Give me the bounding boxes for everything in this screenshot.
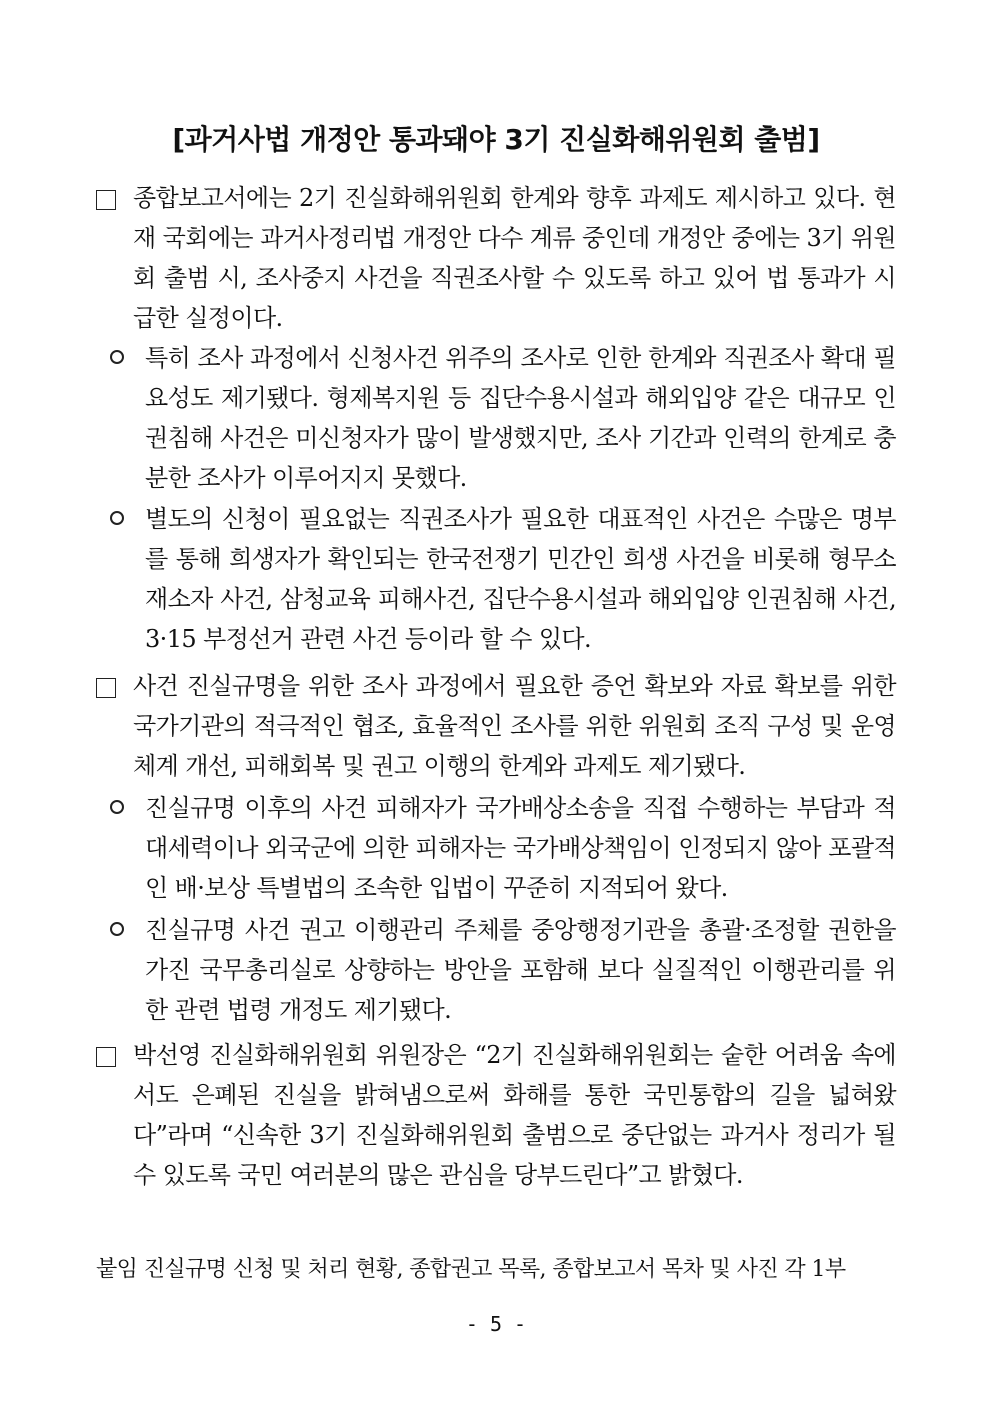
attachment-note: 붙임 진실규명 신청 및 처리 현황, 종합권고 목록, 종합보고서 목차 및 사진 각 1부 (96, 1257, 846, 1282)
circle-bullet-icon (110, 800, 124, 814)
paragraph-7: 박선영 진실화해위원회 위원장은 “2기 진실화해위원회는 숱한 어려움 속에서도 은폐된 진실을 밝혀냄으로써 화해를 통한 국민통합의 길을 넓혀왔다”라며 “신속한 3기 진실화해위원회 출범으로 중단없는 과거사 정리가 될 수 있도록 국민 여러분의 많은 관심을 당부드린다”고 밝혔다. (133, 1041, 896, 1189)
circle-bullet-icon (110, 511, 124, 525)
square-bullet-icon (96, 678, 116, 698)
page-number: - 5 - (465, 1312, 527, 1336)
circle-bullet-icon (110, 350, 124, 364)
circle-bullet-icon (110, 922, 124, 936)
paragraph-4: 사건 진실규명을 위한 조사 과정에서 필요한 증언 확보와 자료 확보를 위한 국가기관의 적극적인 협조, 효율적인 조사를 위한 위원회 조직 구성 및 운영 체계 개선, 피해회복 및 권고 이행의 한계와 과제도 제기됐다. (133, 672, 896, 780)
page-title: [과거사법 개정안 통과돼야 3기 진실화해위원회 출범] (172, 123, 820, 156)
paragraph-6: 진실규명 사건 권고 이행관리 주체를 중앙행정기관을 총괄·조정할 권한을 가진 국무총리실로 상향하는 방안을 포함해 보다 실질적인 이행관리를 위한 관련 법령 개정도 제기됐다. (145, 916, 896, 1024)
paragraph-2: 특히 조사 과정에서 신청사건 위주의 조사로 인한 한계와 직권조사 확대 필요성도 제기됐다. 형제복지원 등 집단수용시설과 해외입양 같은 대규모 인권침해 사건은 미신청자가 많이 발생했지만, 조사 기간과 인력의 한계로 충분한 조사가 이루어지지 못했다. (145, 344, 896, 492)
paragraph-3: 별도의 신청이 필요없는 직권조사가 필요한 대표적인 사건은 수많은 명부를 통해 희생자가 확인되는 한국전쟁기 민간인 희생 사건을 비롯해 형무소 재소자 사건, 삼청교육 피해사건, 집단수용시설과 해외입양 인권침해 사건, 3·15 부정선거 관련 사건 등이라 할 수 있다. (145, 505, 896, 653)
paragraph-1: 종합보고서에는 2기 진실화해위원회 한계와 향후 과제도 제시하고 있다. 현재 국회에는 과거사정리법 개정안 다수 계류 중인데 개정안 중에는 3기 위원회 출범 시, 조사중지 사건을 직권조사할 수 있도록 하고 있어 법 통과가 시급한 실정이다. (133, 184, 896, 332)
square-bullet-icon (96, 190, 116, 210)
paragraph-5: 진실규명 이후의 사건 피해자가 국가배상소송을 직접 수행하는 부담과 적대세력이나 외국군에 의한 피해자는 국가배상책임이 인정되지 않아 포괄적인 배·보상 특별법의 조속한 입법이 꾸준히 지적되어 왔다. (145, 794, 896, 902)
square-bullet-icon (96, 1047, 116, 1067)
